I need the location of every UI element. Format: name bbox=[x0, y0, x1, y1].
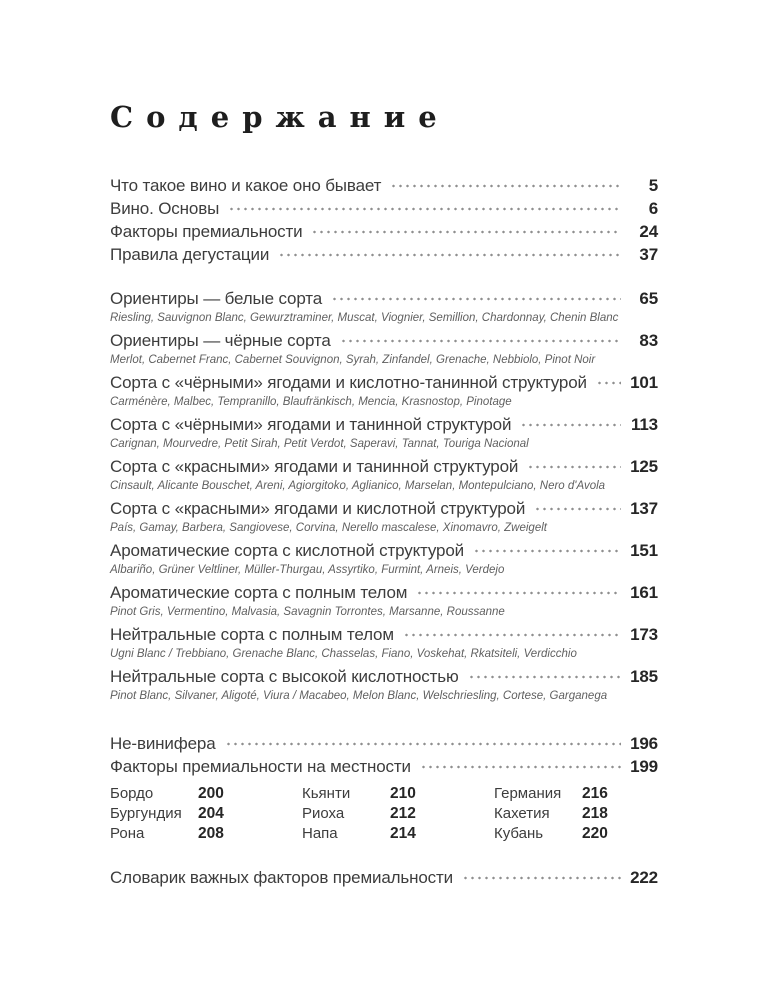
toc-entry-label: Правила дегустации bbox=[110, 245, 270, 264]
toc-entry-page: 185 bbox=[630, 667, 658, 686]
toc-entry[interactable] bbox=[110, 624, 658, 646]
toc-entry-label: Факторы премиальности на местности bbox=[110, 757, 411, 776]
toc-section-varieties: Carignan, Mourvedre, Petit Sirah, Petit Verdot, Saperavi, Tannat, Touriga Nacional bbox=[110, 438, 529, 450]
toc-section bbox=[110, 456, 658, 494]
region-page: 214 bbox=[390, 825, 416, 842]
toc-outro-list bbox=[110, 732, 658, 778]
regions-table bbox=[110, 784, 658, 844]
toc-entry-page: 125 bbox=[630, 457, 658, 476]
toc-entry[interactable] bbox=[110, 866, 658, 889]
region-row[interactable] bbox=[494, 784, 686, 804]
region-row[interactable] bbox=[110, 804, 302, 824]
toc-section bbox=[110, 414, 658, 452]
toc-section bbox=[110, 498, 658, 536]
toc-entry[interactable] bbox=[110, 197, 658, 220]
toc-entry-page: 6 bbox=[648, 199, 658, 218]
dot-leader bbox=[278, 253, 621, 257]
toc-entry[interactable] bbox=[110, 372, 658, 394]
toc-section-varieties: Merlot, Cabernet Franc, Cabernet Souvignon, Syrah, Zinfandel, Grenache, Nebbiolo, Pinot Noir bbox=[110, 354, 596, 366]
toc-section-varieties: Pinot Blanc, Silvaner, Aligoté, Viura / Macabeo, Melon Blanc, Welschriesling, Cortese, Garganega bbox=[110, 690, 608, 702]
region-row[interactable] bbox=[302, 804, 494, 824]
toc-entry-page: 24 bbox=[639, 222, 658, 241]
toc-entry-label: Ароматические сорта с кислотной структурой bbox=[110, 541, 464, 560]
page-title: Содержание bbox=[110, 100, 450, 134]
toc-entry-label: Ароматические сорта с полным телом bbox=[110, 583, 408, 602]
toc-intro-list bbox=[110, 174, 658, 266]
toc-entry-page: 101 bbox=[630, 373, 658, 392]
toc-entry-page: 113 bbox=[631, 415, 658, 434]
dot-leader bbox=[403, 633, 621, 637]
toc-entry-label: Словарик важных факторов премиальности bbox=[110, 868, 453, 887]
toc-entry-page: 196 bbox=[630, 734, 658, 753]
toc-entry-page: 65 bbox=[639, 289, 658, 308]
toc-entry-label: Ориентиры — чёрные сорта bbox=[110, 331, 331, 350]
dot-leader bbox=[311, 230, 621, 234]
dot-leader bbox=[520, 423, 621, 427]
toc-entry[interactable] bbox=[110, 755, 658, 778]
region-label: Рона bbox=[110, 825, 145, 842]
region-page: 204 bbox=[198, 805, 224, 822]
toc-entry[interactable] bbox=[110, 288, 658, 310]
toc-entry[interactable] bbox=[110, 456, 658, 478]
toc-section bbox=[110, 372, 658, 410]
region-label: Кахетия bbox=[494, 805, 550, 822]
toc-section-varieties: Ugni Blanc / Trebbiano, Grenache Blanc, Chasselas, Fiano, Voskehat, Rkatsiteli, Verdicchio bbox=[110, 648, 577, 660]
toc-section bbox=[110, 624, 658, 662]
toc-section-varieties: Riesling, Sauvignon Blanc, Gewurztraminer, Muscat, Viognier, Semillion, Chardonnay, Chenin Blanc bbox=[110, 312, 619, 324]
toc-entry-page: 37 bbox=[639, 245, 658, 264]
dot-leader bbox=[390, 184, 621, 188]
region-page: 220 bbox=[582, 825, 608, 842]
toc-entry-label: Сорта с «чёрными» ягодами и кислотно-танинной структурой bbox=[110, 373, 587, 392]
toc-entry[interactable] bbox=[110, 582, 658, 604]
toc-entry-label: Сорта с «красными» ягодами и кислотной структурой bbox=[110, 499, 526, 518]
region-label: Бургундия bbox=[110, 805, 182, 822]
region-row[interactable] bbox=[302, 784, 494, 804]
toc-entry[interactable] bbox=[110, 330, 658, 352]
toc-section bbox=[110, 288, 658, 326]
toc-sections-list bbox=[110, 288, 658, 704]
region-label: Германия bbox=[494, 785, 562, 802]
region-row[interactable] bbox=[110, 824, 302, 844]
toc-entry[interactable] bbox=[110, 243, 658, 266]
region-row[interactable] bbox=[110, 784, 302, 804]
toc-entry-page: 151 bbox=[630, 541, 658, 560]
toc-glossary bbox=[110, 866, 658, 889]
dot-leader bbox=[527, 465, 621, 469]
region-page: 212 bbox=[390, 805, 416, 822]
contents-area bbox=[110, 0, 658, 889]
toc-entry-page: 137 bbox=[630, 499, 658, 518]
dot-leader bbox=[340, 339, 621, 343]
region-row[interactable] bbox=[494, 804, 686, 824]
toc-section bbox=[110, 582, 658, 620]
toc-section bbox=[110, 540, 658, 578]
toc-section bbox=[110, 666, 658, 704]
toc-section-varieties: Cinsault, Alicante Bouschet, Areni, Agiorgitoko, Aglianico, Marselan, Montepulciano, Nero d'Avola bbox=[110, 480, 606, 492]
toc-entry-label: Сорта с «чёрными» ягодами и танинной структурой bbox=[110, 415, 512, 434]
toc-entry-label: Не-винифера bbox=[110, 734, 216, 753]
region-page: 218 bbox=[582, 805, 608, 822]
toc-entry-label: Нейтральные сорта с полным телом bbox=[110, 625, 394, 644]
toc-entry-label: Вино. Основы bbox=[110, 199, 220, 218]
toc-entry[interactable] bbox=[110, 666, 658, 688]
toc-section-varieties: Carménère, Malbec, Tempranillo, Blaufränkisch, Mencia, Krasnostop, Pinotage bbox=[110, 396, 512, 408]
toc-entry-page: 83 bbox=[639, 331, 658, 350]
dot-leader bbox=[473, 549, 621, 553]
regions-column bbox=[302, 784, 494, 844]
toc-entry-label: Нейтральные сорта с высокой кислотностью bbox=[110, 667, 459, 686]
toc-entry-label: Факторы премиальности bbox=[110, 222, 303, 241]
toc-entry-page: 222 bbox=[630, 868, 658, 887]
dot-leader bbox=[462, 876, 621, 880]
toc-entry-label: Сорта с «красными» ягодами и танинной структурой bbox=[110, 457, 519, 476]
toc-entry-page: 5 bbox=[648, 176, 658, 195]
region-label: Кьянти bbox=[302, 785, 351, 802]
region-page: 210 bbox=[390, 785, 416, 802]
toc-section-varieties: Albariño, Grüner Veltliner, Müller-Thurgau, Assyrtiko, Furmint, Arneis, Verdejo bbox=[110, 564, 505, 576]
toc-entry-page: 173 bbox=[630, 625, 658, 644]
dot-leader bbox=[228, 207, 621, 211]
dot-leader bbox=[420, 765, 621, 769]
dot-leader bbox=[331, 297, 621, 301]
toc-entry[interactable] bbox=[110, 498, 658, 520]
region-page: 216 bbox=[582, 785, 608, 802]
toc-entry[interactable] bbox=[110, 540, 658, 562]
dot-leader bbox=[416, 591, 621, 595]
toc-section-varieties: País, Gamay, Barbera, Sangiovese, Corvina, Nerello mascalese, Xinomavro, Zweigelt bbox=[110, 522, 547, 534]
toc-entry-label: Что такое вино и какое оно бывает bbox=[110, 176, 382, 195]
toc-section-varieties: Pinot Gris, Vermentino, Malvasia, Savagnin Torrontes, Marsanne, Roussanne bbox=[110, 606, 505, 618]
region-label: Бордо bbox=[110, 785, 154, 802]
regions-column bbox=[110, 784, 302, 844]
region-page: 208 bbox=[198, 825, 224, 842]
region-label: Риоха bbox=[302, 805, 345, 822]
dot-leader bbox=[225, 742, 621, 746]
toc-entry-label: Ориентиры — белые сорта bbox=[110, 289, 322, 308]
region-label: Кубань bbox=[494, 825, 544, 842]
dot-leader bbox=[596, 381, 621, 385]
toc-entry-page: 199 bbox=[630, 757, 658, 776]
dot-leader bbox=[468, 675, 621, 679]
toc-entry-page: 161 bbox=[630, 583, 658, 602]
region-row[interactable] bbox=[302, 824, 494, 844]
regions-column bbox=[494, 784, 686, 844]
dot-leader bbox=[534, 507, 621, 511]
region-row[interactable] bbox=[494, 824, 686, 844]
toc-entry[interactable] bbox=[110, 414, 658, 436]
toc-entry[interactable] bbox=[110, 732, 658, 755]
toc-entry[interactable] bbox=[110, 220, 658, 243]
toc-entry[interactable] bbox=[110, 174, 658, 197]
region-label: Напа bbox=[302, 825, 338, 842]
region-page: 200 bbox=[198, 785, 224, 802]
toc-section bbox=[110, 330, 658, 368]
